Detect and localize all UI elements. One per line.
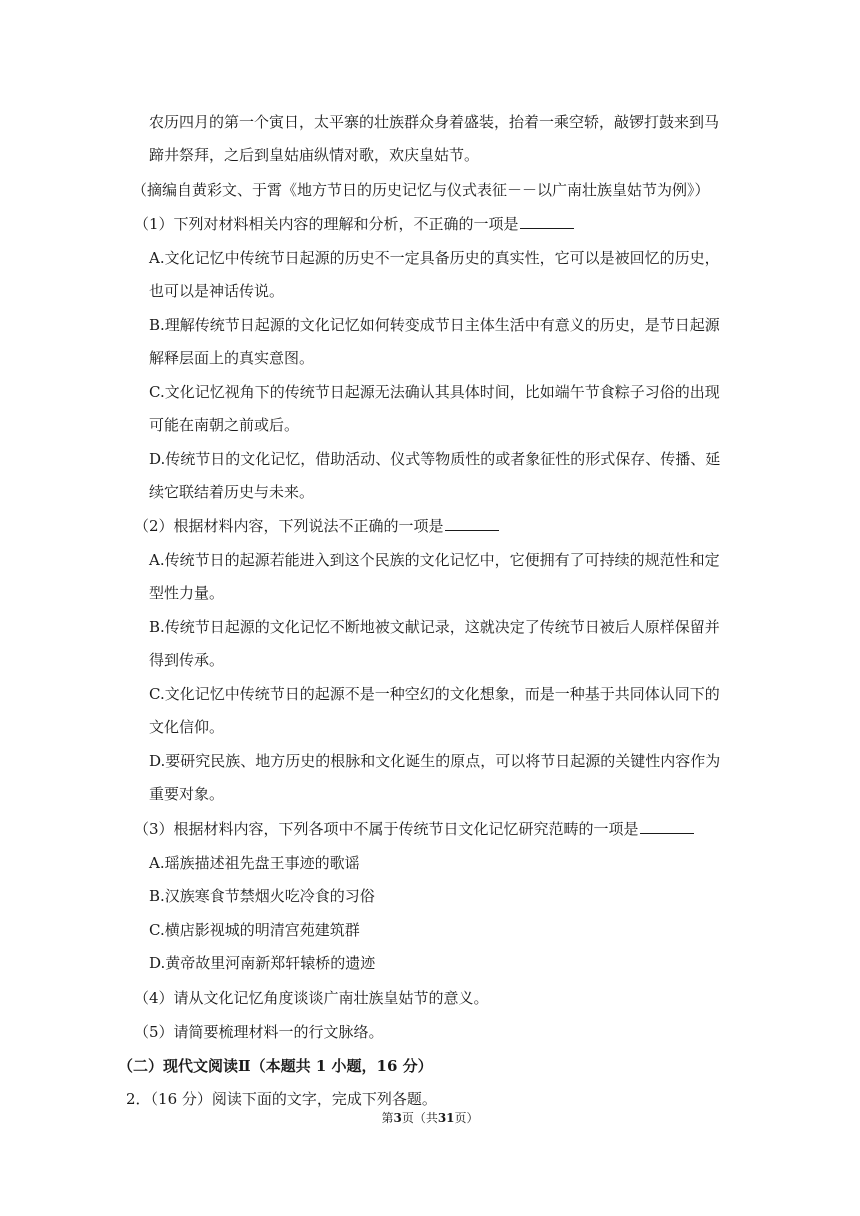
question-3-stem [134, 819, 694, 839]
question-4: （4）请从文化记忆角度谈谈广南壮族皇姑节的意义。 [134, 989, 489, 1007]
page-footer [0, 1110, 860, 1126]
passage-line: 蹄井祭拜，之后到皇姑庙纵情对歌，欢庆皇姑节。 [149, 146, 480, 164]
option-text: C.文化记忆视角下的传统节日起源无法确认其具体时间，比如端午节食粽子习俗的出现 [149, 383, 720, 401]
option-text: 解释层面上的真实意图。 [149, 349, 315, 367]
option-text: B.传统节日起源的文化记忆不断地被文献记录，这就决定了传统节日被后人原样保留并 [149, 618, 720, 636]
question-text: （3）根据材料内容，下列各项中不属于传统节日文化记忆研究范畴的一项是 [134, 820, 639, 838]
option-text: A.传统节日的起源若能进入到这个民族的文化记忆中，它便拥有了可持续的规范性和定 [149, 551, 720, 569]
option-text: 得到传承。 [149, 651, 225, 669]
option-text: 型性力量。 [149, 584, 225, 602]
question-1-stem [134, 214, 574, 234]
section-heading: （二）现代文阅读Ⅱ（本题共 1 小题，16 分） [118, 1057, 433, 1075]
total-pages: 31 [437, 1111, 455, 1125]
question-text: （1）下列对材料相关内容的理解和分析，不正确的一项是 [134, 215, 519, 233]
passage-line: 农历四月的第一个寅日，太平寨的壮族群众身着盛装，抬着一乘空轿，敲锣打鼓来到马 [149, 113, 720, 131]
footer-text: 第 [381, 1111, 394, 1125]
option-text: 续它联结着历史与未来。 [149, 483, 315, 501]
option-text: A.文化记忆中传统节日起源的历史不一定具备历史的真实性，它可以是被回忆的历史， [149, 249, 720, 267]
option-text: D.传统节日的文化记忆，借助活动、仪式等物质性的或者象征性的形式保存、传播、延 [149, 450, 721, 468]
question-2-stem [134, 516, 499, 536]
question-text: （2）根据材料内容，下列说法不正确的一项是 [134, 517, 444, 535]
option-text: 重要对象。 [149, 785, 225, 803]
page-number: 3 [393, 1111, 402, 1125]
option-text: B.理解传统节日起源的文化记忆如何转变成节日主体生活中有意义的历史，是节日起源 [149, 316, 720, 334]
option-text: C.文化记忆中传统节日的起源不是一种空幻的文化想象，而是一种基于共同体认同下的 [149, 685, 720, 703]
option-text: D.要研究民族、地方历史的根脉和文化诞生的原点，可以将节日起源的关键性内容作为 [149, 752, 721, 770]
option-text: 也可以是神话传说。 [149, 282, 285, 300]
option-text: 可能在南朝之前或后。 [149, 416, 300, 434]
question-5: （5）请简要梳理材料一的行文脉络。 [134, 1023, 384, 1041]
option-text: D.黄帝故里河南新郑轩辕桥的遗迹 [149, 954, 376, 972]
option-text: C.横店影视城的明清宫苑建筑群 [149, 921, 360, 939]
option-text: A.瑶族描述祖先盘王事迹的歌谣 [149, 854, 360, 872]
question-2-intro: 2．（16 分）阅读下面的文字，完成下列各题。 [126, 1090, 437, 1108]
answer-blank [520, 214, 574, 229]
footer-text: 页） [454, 1111, 479, 1125]
option-text: B.汉族寒食节禁烟火吃冷食的习俗 [149, 887, 375, 905]
footer-text: 页（共 [401, 1111, 438, 1125]
option-text: 文化信仰。 [149, 718, 225, 736]
answer-blank [445, 516, 499, 531]
citation: （摘编自黄彩文、于霄《地方节日的历史记忆与仪式表征－－以广南壮族皇姑节为例》） [132, 181, 710, 199]
answer-blank [640, 819, 694, 834]
